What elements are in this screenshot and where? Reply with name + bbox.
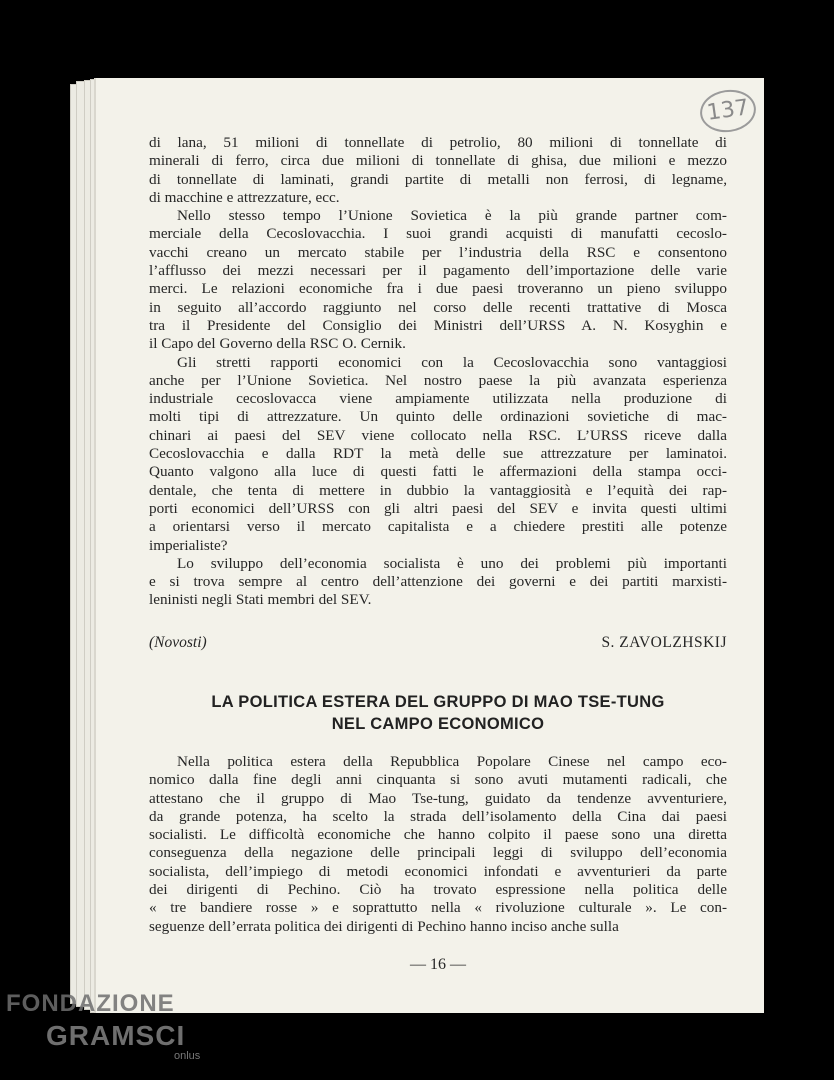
page-number: — 16 — xyxy=(410,956,466,973)
text-line: di macchine e attrezzature, ecc. xyxy=(149,188,340,206)
paragraph xyxy=(149,207,727,353)
text-line: Cecoslovacchia e dalla RDT la metà delle sue attrezzature per laminatoi. xyxy=(149,445,727,463)
text-line: molti tipi di attrezzature. Un quinto delle ordinazioni sovietiche di mac- xyxy=(149,408,727,426)
text-line: in seguito all’accordo raggiunto nel corso delle recenti trattative di Mosca xyxy=(149,298,727,316)
article-heading xyxy=(149,691,727,735)
text-line: porti economici dell’URSS con gli altri paesi del SEV e invita questi ultimi xyxy=(149,499,727,517)
text-line: Nello stesso tempo l’Unione Sovietica è la più grande partner com- xyxy=(177,207,727,225)
article-body-top xyxy=(149,134,727,610)
author-name: S. ZAVOLZHSKIJ xyxy=(601,634,727,651)
article-body-bottom xyxy=(149,753,727,936)
text-line: di lana, 51 milioni di tonnellate di petrolio, 80 milioni di tonnellate di xyxy=(149,134,727,151)
text-line: attestano che il gruppo di Mao Tse-tung, guidato da tendenze avventuriere, xyxy=(149,789,727,807)
text-line: socialisti. Le difficoltà economiche che hanno colpito il paese sono una diretta xyxy=(149,826,727,844)
watermark-line: FONDAZIONE xyxy=(6,990,175,1017)
text-line: merciale della Cecoslovacchia. I suoi grandi acquisti di manufatti cecoslo- xyxy=(149,225,727,243)
text-line: socialista, dell’impiego di metodi economici infondati e avventurieri da parte xyxy=(149,862,727,880)
text-line: Nella politica estera della Repubblica Popolare Cinese nel campo eco- xyxy=(177,753,727,770)
text-line: leninisti negli Stati membri del SEV. xyxy=(149,591,372,609)
paragraph xyxy=(149,134,727,207)
article-signature xyxy=(149,634,727,652)
text-line: « tre bandiere rosse » e soprattutto nella « rivoluzione culturale ». Le con- xyxy=(149,899,727,917)
text-line: industriale cecoslovacca viene ampiamente utilizzata nella produzione di xyxy=(149,390,727,408)
text-line: dentale, che tenta di mettere in dubbio la vantaggiosità e l’equità dei rap- xyxy=(149,481,727,499)
watermark-line: GRAMSCI xyxy=(46,1020,186,1051)
watermark-line: onlus xyxy=(174,1050,201,1062)
watermark-logo xyxy=(6,990,200,1062)
handwritten-folio-number: 137 xyxy=(697,86,758,135)
text-line: seguenze dell’errata politica dei dirigenti di Pechino hanno inciso anche sulla xyxy=(149,917,619,935)
text-line: chinari ai paesi del SEV viene collocato nella RSC. L’URSS riceve dalla xyxy=(149,426,727,444)
news-source: (Novosti) xyxy=(149,634,207,651)
text-line: minerali di ferro, circa due milioni di tonnellate di ghisa, due milioni e mezzo xyxy=(149,152,727,170)
text-line: vacchi creano un mercato stabile per l’industria della RSC e consentono xyxy=(149,243,727,261)
heading-line: NEL CAMPO ECONOMICO xyxy=(331,715,545,733)
text-line: imperialiste? xyxy=(149,536,228,554)
text-line: e si trova sempre al centro dell’attenzione dei governi e dei partiti marxisti- xyxy=(149,573,727,591)
text-line: Quanto valgono alla luce di questi fatti le affermazioni della stampa occi- xyxy=(149,463,727,481)
paragraph xyxy=(149,354,727,555)
text-line: il Capo del Governo della RSC O. Cernik. xyxy=(149,335,406,353)
text-line: da grande potenza, ha scelto la strada dell’isolamento della Cina dai paesi xyxy=(149,807,727,825)
text-line: dei dirigenti di Pechino. Ciò ha trovato espressione nella politica delle xyxy=(149,881,727,899)
text-line: a orientarsi verso il mercato capitalista e a chiedere prestiti alle potenze xyxy=(149,518,727,536)
text-line: l’afflusso dei mezzi necessari per il pagamento dell’importazione delle varie xyxy=(149,262,727,280)
text-line: di tonnellate di laminati, grandi partite di metalli non ferrosi, di legname, xyxy=(149,170,727,188)
heading-line: LA POLITICA ESTERA DEL GRUPPO DI MAO TSE-TUNG xyxy=(211,693,665,711)
text-line: nomico dalla fine degli anni cinquanta si sono avuti mutamenti radicali, che xyxy=(149,771,727,789)
text-line: conseguenza della negazione delle principali leggi di sviluppo dell’economia xyxy=(149,844,727,862)
paragraph xyxy=(149,753,727,936)
text-line: merci. Le relazioni economiche fra i due paesi troveranno un pieno sviluppo xyxy=(149,280,727,298)
text-line: tra il Presidente del Consiglio dei Ministri dell’URSS A. N. Kosyghin e xyxy=(149,316,727,334)
text-line: anche per l’Unione Sovietica. Nel nostro paese la più avanzata esperienza xyxy=(149,371,727,389)
text-line: Gli stretti rapporti economici con la Cecoslovacchia sono vantaggiosi xyxy=(177,353,727,371)
text-line: Lo sviluppo dell’economia socialista è uno dei problemi più importanti xyxy=(177,554,727,572)
paragraph xyxy=(149,555,727,610)
